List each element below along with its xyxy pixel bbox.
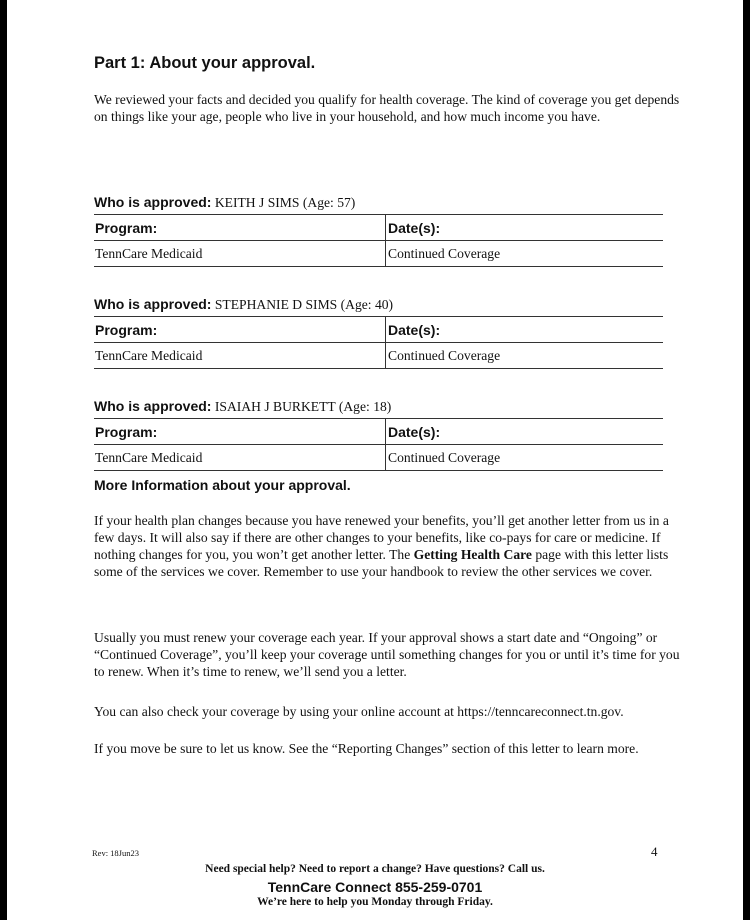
program-table-2 [94, 316, 663, 369]
footer-phone-line: TennCare Connect 855-259-0701 [267, 879, 483, 895]
approved-name: ISAIAH J BURKETT (Age: 18) [214, 399, 392, 414]
program-value: TennCare Medicaid [94, 241, 386, 267]
revision-label: Rev: 18Jun23 [92, 848, 139, 858]
footer-hours-line: We’re here to help you Monday through Friday. [257, 896, 493, 908]
approved-label: Who is approved: [94, 296, 212, 312]
letter-page [7, 0, 743, 920]
approved-person-3 [94, 398, 391, 415]
dates-value: Continued Coverage [386, 445, 664, 471]
getting-health-care-reference: Getting Health Care [413, 547, 532, 562]
page-number: 4 [651, 844, 658, 859]
more-info-paragraph-4: If you move be sure to let us know. See the “Reporting Changes” section of this letter to learn more. [94, 741, 639, 756]
paragraph-text: If your health plan changes because you have renewed your benefits, you’ll get another letter from us in a few days. It will also say if there are other changes to your benefits, like co-pays for care or medicine. If nothing changes for you, you won’t get another letter. The [94, 513, 669, 562]
dates-header: Date(s): [386, 419, 664, 445]
program-table-3 [94, 418, 663, 471]
dates-value: Continued Coverage [386, 241, 664, 267]
approved-name: STEPHANIE D SIMS (Age: 40) [214, 297, 394, 312]
approved-label: Who is approved: [94, 194, 212, 210]
program-value: TennCare Medicaid [94, 445, 386, 471]
approved-label: Who is approved: [94, 398, 212, 414]
paragraph-text: page with this letter lists some of the services we cover. Remember to use your handbook to review the other services we cover. [94, 547, 669, 579]
part1-heading: Part 1: About your approval. [94, 54, 316, 72]
dates-header: Date(s): [386, 215, 664, 241]
approved-person-2 [94, 296, 393, 313]
approved-name: KEITH J SIMS (Age: 57) [214, 195, 356, 210]
program-table-1 [94, 214, 663, 267]
more-info-paragraph-2: Usually you must renew your coverage each year. If your approval shows a start date and “Ongoing” or “Continued Coverage”, you’ll keep your coverage until something changes for you or until it’s time for you to renew. When it’s time to renew, we’ll send you a letter. [94, 630, 680, 679]
program-header: Program: [94, 317, 386, 343]
dates-header: Date(s): [386, 317, 664, 343]
program-header: Program: [94, 419, 386, 445]
approved-person-1 [94, 194, 355, 211]
more-info-heading: More Information about your approval. [94, 477, 351, 493]
more-info-paragraph-3: You can also check your coverage by using your online account at https://tenncareconnect.tn.gov. [94, 704, 624, 719]
more-info-paragraph-1 [94, 512, 684, 580]
dates-value: Continued Coverage [386, 343, 664, 369]
program-value: TennCare Medicaid [94, 343, 386, 369]
footer-help-line: Need special help? Need to report a change? Have questions? Call us. [205, 863, 545, 875]
intro-paragraph: We reviewed your facts and decided you qualify for health coverage. The kind of coverage you get depends on things like your age, people who live in your household, and how much income you have. [94, 92, 680, 124]
program-header: Program: [94, 215, 386, 241]
